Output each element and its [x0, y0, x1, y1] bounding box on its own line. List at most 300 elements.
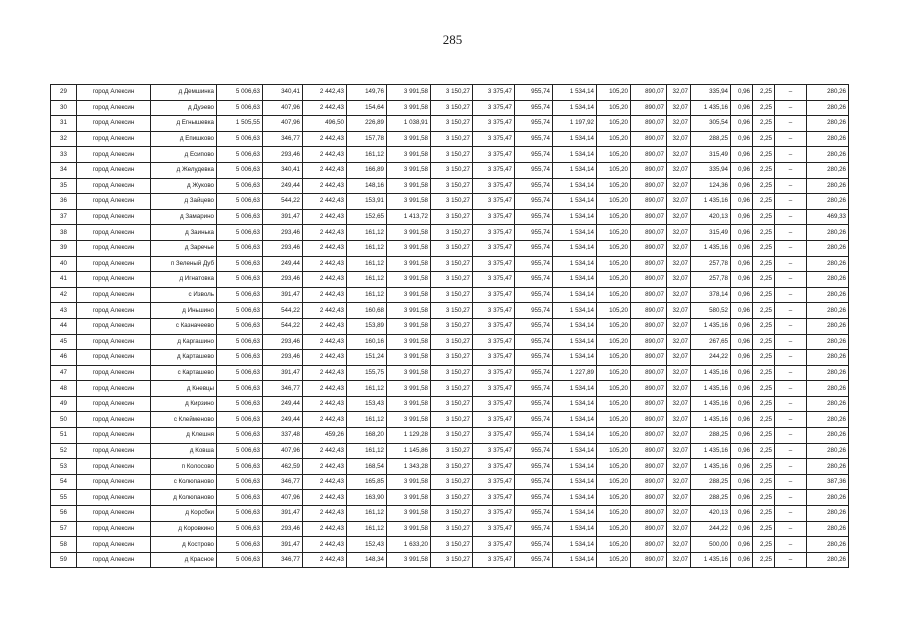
value-cell: 890,07: [631, 490, 667, 506]
value-cell: 890,07: [631, 178, 667, 194]
value-cell: 32,07: [667, 209, 691, 225]
value-cell: 5 006,63: [217, 334, 263, 350]
dash-cell: –: [775, 225, 807, 241]
value-cell: 335,94: [691, 162, 731, 178]
value-cell: 2,25: [753, 194, 775, 210]
value-cell: 161,12: [347, 521, 387, 537]
value-cell: 2 442,43: [303, 350, 347, 366]
value-cell: 5 006,63: [217, 147, 263, 163]
value-cell: 890,07: [631, 350, 667, 366]
value-cell: 32,07: [667, 240, 691, 256]
value-cell: 1 534,14: [553, 131, 597, 147]
value-cell: 280,26: [807, 318, 849, 334]
value-cell: 3 375,47: [473, 396, 515, 412]
table-row: [51, 428, 849, 444]
city-cell: город Алексин: [77, 194, 151, 210]
value-cell: 2,25: [753, 256, 775, 272]
settlement-cell: д Кострово: [151, 537, 217, 553]
value-cell: 105,20: [597, 147, 631, 163]
city-cell: город Алексин: [77, 209, 151, 225]
table-row: [51, 537, 849, 553]
table-row: [51, 272, 849, 288]
value-cell: 3 150,27: [431, 178, 473, 194]
table-row: [51, 474, 849, 490]
dash-cell: –: [775, 303, 807, 319]
value-cell: 391,47: [263, 506, 303, 522]
city-cell: город Алексин: [77, 521, 151, 537]
value-cell: 3 375,47: [473, 162, 515, 178]
value-cell: 249,44: [263, 256, 303, 272]
value-cell: 105,20: [597, 272, 631, 288]
settlement-cell: д Каргашино: [151, 334, 217, 350]
table-row: [51, 303, 849, 319]
value-cell: 955,74: [515, 350, 553, 366]
value-cell: 0,96: [731, 537, 753, 553]
value-cell: 3 150,27: [431, 318, 473, 334]
value-cell: 0,96: [731, 225, 753, 241]
city-cell: город Алексин: [77, 256, 151, 272]
value-cell: 955,74: [515, 552, 553, 568]
row-number: 37: [51, 209, 77, 225]
value-cell: 1 435,16: [691, 194, 731, 210]
value-cell: 1 534,14: [553, 100, 597, 116]
value-cell: 1 534,14: [553, 256, 597, 272]
value-cell: 1 343,28: [387, 459, 431, 475]
value-cell: 288,25: [691, 131, 731, 147]
value-cell: 5 006,63: [217, 350, 263, 366]
value-cell: 3 375,47: [473, 506, 515, 522]
value-cell: 32,07: [667, 365, 691, 381]
value-cell: 161,12: [347, 287, 387, 303]
value-cell: 151,24: [347, 350, 387, 366]
value-cell: 346,77: [263, 474, 303, 490]
value-cell: 3 991,58: [387, 350, 431, 366]
value-cell: 2,25: [753, 287, 775, 303]
value-cell: 280,26: [807, 537, 849, 553]
row-number: 30: [51, 100, 77, 116]
value-cell: 105,20: [597, 334, 631, 350]
value-cell: 154,64: [347, 100, 387, 116]
row-number: 53: [51, 459, 77, 475]
value-cell: 2,25: [753, 396, 775, 412]
value-cell: 32,07: [667, 116, 691, 132]
city-cell: город Алексин: [77, 318, 151, 334]
value-cell: 105,20: [597, 178, 631, 194]
value-cell: 2 442,43: [303, 147, 347, 163]
row-number: 48: [51, 381, 77, 397]
city-cell: город Алексин: [77, 225, 151, 241]
value-cell: 280,26: [807, 443, 849, 459]
value-cell: 955,74: [515, 537, 553, 553]
value-cell: 0,96: [731, 552, 753, 568]
value-cell: 1 534,14: [553, 318, 597, 334]
value-cell: 955,74: [515, 318, 553, 334]
value-cell: 3 991,58: [387, 225, 431, 241]
value-cell: 2,25: [753, 521, 775, 537]
value-cell: 0,96: [731, 209, 753, 225]
value-cell: 105,20: [597, 490, 631, 506]
value-cell: 346,77: [263, 381, 303, 397]
tariff-table: [50, 84, 849, 568]
value-cell: 1 435,16: [691, 318, 731, 334]
value-cell: 2,25: [753, 443, 775, 459]
table-row: [51, 85, 849, 101]
value-cell: 2 442,43: [303, 240, 347, 256]
city-cell: город Алексин: [77, 100, 151, 116]
value-cell: 955,74: [515, 256, 553, 272]
value-cell: 315,49: [691, 147, 731, 163]
value-cell: 280,26: [807, 521, 849, 537]
settlement-cell: с Карташево: [151, 365, 217, 381]
value-cell: 280,26: [807, 459, 849, 475]
value-cell: 105,20: [597, 474, 631, 490]
value-cell: 2 442,43: [303, 459, 347, 475]
value-cell: 391,47: [263, 209, 303, 225]
city-cell: город Алексин: [77, 350, 151, 366]
value-cell: 955,74: [515, 131, 553, 147]
value-cell: 3 375,47: [473, 209, 515, 225]
value-cell: 3 150,27: [431, 209, 473, 225]
value-cell: 157,78: [347, 131, 387, 147]
value-cell: 280,26: [807, 506, 849, 522]
value-cell: 161,12: [347, 412, 387, 428]
row-number: 59: [51, 552, 77, 568]
value-cell: 1 534,14: [553, 147, 597, 163]
value-cell: 2,25: [753, 116, 775, 132]
value-cell: 315,49: [691, 225, 731, 241]
value-cell: 161,12: [347, 240, 387, 256]
value-cell: 32,07: [667, 194, 691, 210]
value-cell: 2 442,43: [303, 506, 347, 522]
value-cell: 2,25: [753, 162, 775, 178]
value-cell: 2 442,43: [303, 85, 347, 101]
table-row: [51, 396, 849, 412]
value-cell: 32,07: [667, 474, 691, 490]
value-cell: 288,25: [691, 474, 731, 490]
value-cell: 0,96: [731, 490, 753, 506]
value-cell: 378,14: [691, 287, 731, 303]
value-cell: 161,12: [347, 381, 387, 397]
value-cell: 337,48: [263, 428, 303, 444]
settlement-cell: д Жуково: [151, 178, 217, 194]
value-cell: 249,44: [263, 412, 303, 428]
value-cell: 1 435,16: [691, 396, 731, 412]
value-cell: 2 442,43: [303, 100, 347, 116]
table-body: [51, 85, 849, 568]
settlement-cell: с Казначеево: [151, 318, 217, 334]
value-cell: 2,25: [753, 318, 775, 334]
value-cell: 305,54: [691, 116, 731, 132]
value-cell: 2 442,43: [303, 381, 347, 397]
settlement-cell: д Иньшино: [151, 303, 217, 319]
value-cell: 5 006,63: [217, 365, 263, 381]
value-cell: 407,96: [263, 490, 303, 506]
value-cell: 2 442,43: [303, 334, 347, 350]
value-cell: 3 991,58: [387, 256, 431, 272]
value-cell: 890,07: [631, 318, 667, 334]
dash-cell: –: [775, 381, 807, 397]
value-cell: 280,26: [807, 350, 849, 366]
value-cell: 1 534,14: [553, 490, 597, 506]
table-row: [51, 490, 849, 506]
city-cell: город Алексин: [77, 537, 151, 553]
value-cell: 32,07: [667, 303, 691, 319]
value-cell: 257,78: [691, 256, 731, 272]
value-cell: 0,96: [731, 85, 753, 101]
value-cell: 32,07: [667, 256, 691, 272]
value-cell: 226,89: [347, 116, 387, 132]
value-cell: 544,22: [263, 194, 303, 210]
value-cell: 3 991,58: [387, 240, 431, 256]
value-cell: 2,25: [753, 474, 775, 490]
table-row: [51, 334, 849, 350]
settlement-cell: д Коровкино: [151, 521, 217, 537]
dash-cell: –: [775, 256, 807, 272]
city-cell: город Алексин: [77, 459, 151, 475]
value-cell: 165,85: [347, 474, 387, 490]
value-cell: 105,20: [597, 162, 631, 178]
value-cell: 32,07: [667, 350, 691, 366]
settlement-cell: с Изволь: [151, 287, 217, 303]
value-cell: 293,46: [263, 521, 303, 537]
value-cell: 890,07: [631, 381, 667, 397]
city-cell: город Алексин: [77, 396, 151, 412]
value-cell: 3 150,27: [431, 272, 473, 288]
value-cell: 3 991,58: [387, 194, 431, 210]
value-cell: 2,25: [753, 85, 775, 101]
value-cell: 0,96: [731, 178, 753, 194]
value-cell: 2 442,43: [303, 209, 347, 225]
value-cell: 2 442,43: [303, 412, 347, 428]
value-cell: 257,78: [691, 272, 731, 288]
settlement-cell: с Клейменово: [151, 412, 217, 428]
value-cell: 890,07: [631, 552, 667, 568]
value-cell: 0,96: [731, 396, 753, 412]
value-cell: 2 442,43: [303, 303, 347, 319]
value-cell: 2,25: [753, 459, 775, 475]
settlement-cell: с Колюпаново: [151, 474, 217, 490]
settlement-cell: д Дуэево: [151, 100, 217, 116]
settlement-cell: д Карташево: [151, 350, 217, 366]
value-cell: 280,26: [807, 552, 849, 568]
settlement-cell: д Заречье: [151, 240, 217, 256]
value-cell: 1 129,28: [387, 428, 431, 444]
table-row: [51, 131, 849, 147]
dash-cell: –: [775, 194, 807, 210]
value-cell: 105,20: [597, 116, 631, 132]
value-cell: 280,26: [807, 162, 849, 178]
value-cell: 0,96: [731, 365, 753, 381]
row-number: 50: [51, 412, 77, 428]
city-cell: город Алексин: [77, 474, 151, 490]
value-cell: 1 534,14: [553, 272, 597, 288]
value-cell: 1 534,14: [553, 303, 597, 319]
value-cell: 3 375,47: [473, 85, 515, 101]
value-cell: 0,96: [731, 381, 753, 397]
table-row: [51, 116, 849, 132]
table-row: [51, 178, 849, 194]
value-cell: 105,20: [597, 303, 631, 319]
value-cell: 890,07: [631, 412, 667, 428]
settlement-cell: д Клешня: [151, 428, 217, 444]
value-cell: 3 150,27: [431, 303, 473, 319]
value-cell: 955,74: [515, 240, 553, 256]
value-cell: 105,20: [597, 552, 631, 568]
value-cell: 5 006,63: [217, 85, 263, 101]
value-cell: 0,96: [731, 459, 753, 475]
value-cell: 0,96: [731, 147, 753, 163]
value-cell: 3 150,27: [431, 225, 473, 241]
row-number: 54: [51, 474, 77, 490]
value-cell: 2,25: [753, 147, 775, 163]
value-cell: 1 435,16: [691, 365, 731, 381]
value-cell: 267,65: [691, 334, 731, 350]
value-cell: 890,07: [631, 396, 667, 412]
value-cell: 2 442,43: [303, 178, 347, 194]
table-row: [51, 256, 849, 272]
value-cell: 32,07: [667, 443, 691, 459]
row-number: 55: [51, 490, 77, 506]
value-cell: 890,07: [631, 303, 667, 319]
value-cell: 3 991,58: [387, 365, 431, 381]
value-cell: 890,07: [631, 334, 667, 350]
value-cell: 1 435,16: [691, 412, 731, 428]
value-cell: 1 145,86: [387, 443, 431, 459]
value-cell: 955,74: [515, 365, 553, 381]
value-cell: 5 006,63: [217, 162, 263, 178]
value-cell: 2 442,43: [303, 318, 347, 334]
city-cell: город Алексин: [77, 412, 151, 428]
value-cell: 459,26: [303, 428, 347, 444]
value-cell: 3 375,47: [473, 537, 515, 553]
value-cell: 955,74: [515, 303, 553, 319]
value-cell: 2 442,43: [303, 194, 347, 210]
value-cell: 3 375,47: [473, 459, 515, 475]
value-cell: 1 435,16: [691, 552, 731, 568]
settlement-cell: п Колосово: [151, 459, 217, 475]
settlement-cell: д Желудевка: [151, 162, 217, 178]
row-number: 32: [51, 131, 77, 147]
value-cell: 2 442,43: [303, 365, 347, 381]
value-cell: 32,07: [667, 396, 691, 412]
value-cell: 890,07: [631, 147, 667, 163]
row-number: 56: [51, 506, 77, 522]
value-cell: 105,20: [597, 350, 631, 366]
value-cell: 280,26: [807, 178, 849, 194]
value-cell: 2 442,43: [303, 490, 347, 506]
value-cell: 3 991,58: [387, 381, 431, 397]
value-cell: 0,96: [731, 100, 753, 116]
value-cell: 346,77: [263, 552, 303, 568]
value-cell: 124,36: [691, 178, 731, 194]
value-cell: 1 534,14: [553, 334, 597, 350]
value-cell: 890,07: [631, 225, 667, 241]
value-cell: 32,07: [667, 272, 691, 288]
value-cell: 3 150,27: [431, 537, 473, 553]
value-cell: 280,26: [807, 287, 849, 303]
value-cell: 0,96: [731, 350, 753, 366]
value-cell: 890,07: [631, 194, 667, 210]
value-cell: 32,07: [667, 537, 691, 553]
value-cell: 152,65: [347, 209, 387, 225]
value-cell: 105,20: [597, 365, 631, 381]
value-cell: 32,07: [667, 381, 691, 397]
table-row: [51, 412, 849, 428]
value-cell: 955,74: [515, 474, 553, 490]
value-cell: 32,07: [667, 131, 691, 147]
settlement-cell: д Замарино: [151, 209, 217, 225]
value-cell: 955,74: [515, 521, 553, 537]
value-cell: 1 435,16: [691, 443, 731, 459]
table-row: [51, 147, 849, 163]
value-cell: 0,96: [731, 318, 753, 334]
dash-cell: –: [775, 131, 807, 147]
value-cell: 890,07: [631, 85, 667, 101]
value-cell: 420,13: [691, 209, 731, 225]
value-cell: 391,47: [263, 287, 303, 303]
value-cell: 3 375,47: [473, 100, 515, 116]
value-cell: 148,16: [347, 178, 387, 194]
value-cell: 2 442,43: [303, 256, 347, 272]
row-number: 57: [51, 521, 77, 537]
value-cell: 955,74: [515, 381, 553, 397]
value-cell: 280,26: [807, 194, 849, 210]
value-cell: 3 991,58: [387, 396, 431, 412]
value-cell: 544,22: [263, 318, 303, 334]
value-cell: 1 534,14: [553, 443, 597, 459]
value-cell: 2,25: [753, 209, 775, 225]
value-cell: 420,13: [691, 506, 731, 522]
value-cell: 0,96: [731, 256, 753, 272]
value-cell: 955,74: [515, 209, 553, 225]
value-cell: 2,25: [753, 490, 775, 506]
table-row: [51, 506, 849, 522]
value-cell: 955,74: [515, 162, 553, 178]
settlement-cell: д Заинька: [151, 225, 217, 241]
value-cell: 496,50: [303, 116, 347, 132]
value-cell: 955,74: [515, 428, 553, 444]
value-cell: 1 534,14: [553, 459, 597, 475]
value-cell: 407,96: [263, 443, 303, 459]
value-cell: 3 991,58: [387, 474, 431, 490]
value-cell: 280,26: [807, 225, 849, 241]
dash-cell: –: [775, 100, 807, 116]
row-number: 47: [51, 365, 77, 381]
value-cell: 955,74: [515, 147, 553, 163]
table-row: [51, 318, 849, 334]
value-cell: 0,96: [731, 303, 753, 319]
row-number: 43: [51, 303, 77, 319]
value-cell: 2,25: [753, 225, 775, 241]
value-cell: 293,46: [263, 240, 303, 256]
value-cell: 105,20: [597, 396, 631, 412]
value-cell: 0,96: [731, 428, 753, 444]
value-cell: 5 006,63: [217, 443, 263, 459]
value-cell: 161,12: [347, 256, 387, 272]
value-cell: 3 375,47: [473, 116, 515, 132]
city-cell: город Алексин: [77, 240, 151, 256]
dash-cell: –: [775, 459, 807, 475]
value-cell: 1 534,14: [553, 209, 597, 225]
value-cell: 1 534,14: [553, 521, 597, 537]
value-cell: 3 375,47: [473, 552, 515, 568]
city-cell: город Алексин: [77, 428, 151, 444]
value-cell: 955,74: [515, 116, 553, 132]
dash-cell: –: [775, 209, 807, 225]
value-cell: 3 375,47: [473, 303, 515, 319]
value-cell: 2 442,43: [303, 272, 347, 288]
value-cell: 3 150,27: [431, 428, 473, 444]
